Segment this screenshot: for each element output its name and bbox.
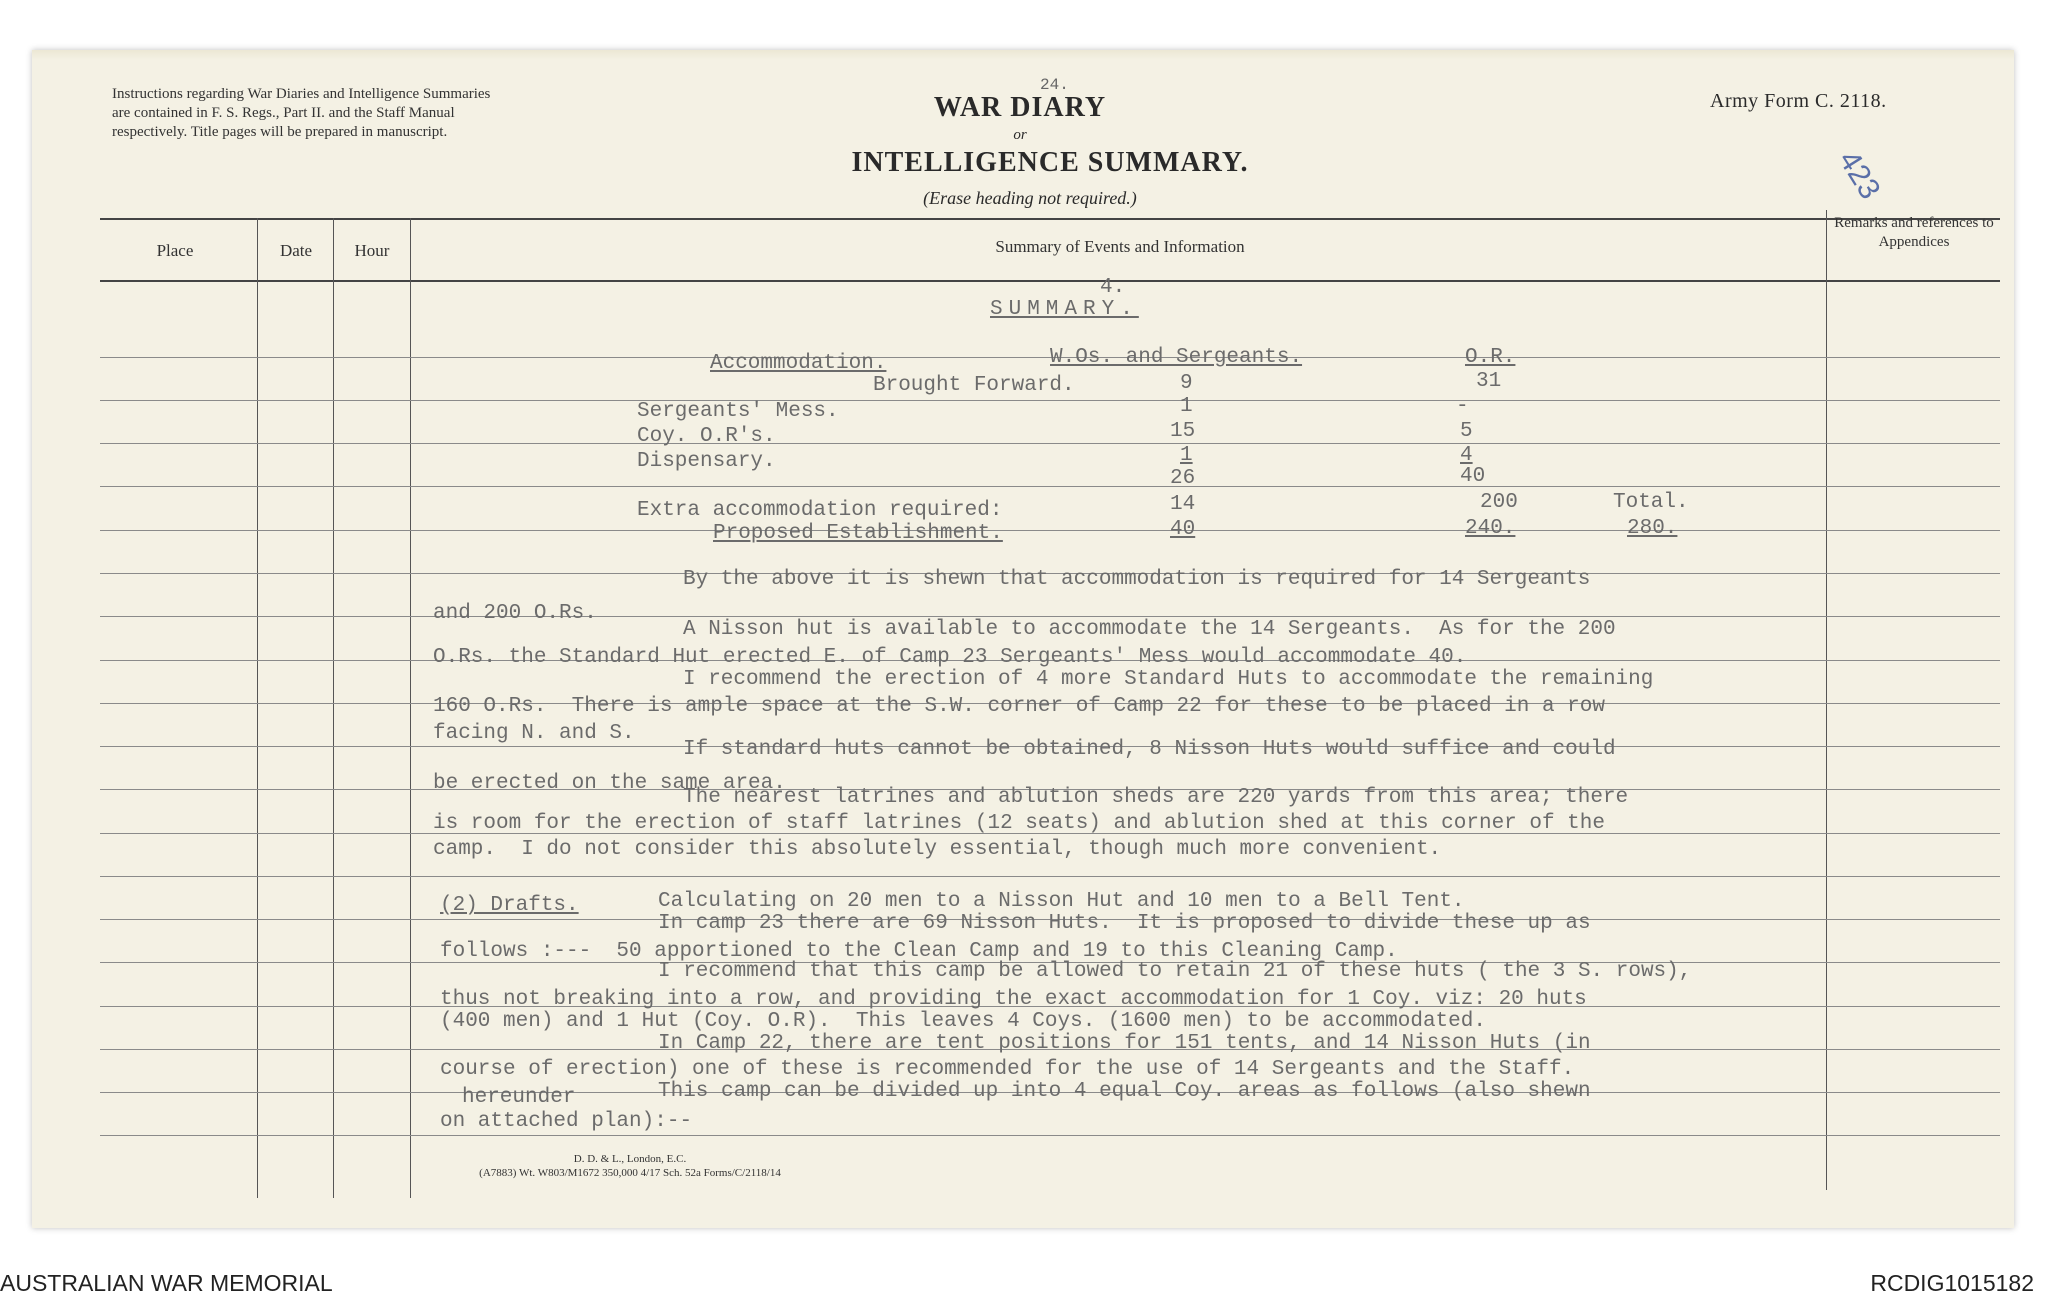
col-header-summary: Summary of Events and Information xyxy=(995,237,1245,256)
acc-total-label: Total. xyxy=(1613,491,1689,514)
table-top-rule xyxy=(100,218,2000,220)
section-title: SUMMARY. xyxy=(990,298,1139,321)
acc-row-label: Coy. O.R's. xyxy=(637,425,776,448)
summary-line: This camp can be divided up into 4 equal Coy. areas as follows (also shewn xyxy=(658,1080,1591,1103)
title-or: or xyxy=(1013,127,1027,143)
summary-line: 160 O.Rs. There is ample space at the S.W. corner of Camp 22 for these to be placed in a row xyxy=(433,695,1605,718)
ruled-line xyxy=(100,530,2000,531)
summary-line: A Nisson hut is available to accommodate the 14 Sergeants. As for the 200 xyxy=(683,618,1616,641)
col-divider-place xyxy=(257,218,258,1198)
drafts-heading: (2) Drafts. xyxy=(440,894,579,917)
summary-line: Calculating on 20 men to a Nisson Hut and 10 men to a Bell Tent. xyxy=(658,890,1465,913)
acc-subtotal-v1: 26 xyxy=(1170,467,1196,490)
summary-line: on attached plan):-- xyxy=(440,1110,693,1133)
summary-line: is room for the erection of staff latrines (12 seats) and ablution shed at this corner of the xyxy=(433,812,1605,835)
summary-line: In Camp 22, there are tent positions for 151 tents, and 14 Nisson Huts (in xyxy=(658,1032,1591,1055)
summary-line: course of erection) one of these is recommended for the use of 14 Sergeants and the Staff. xyxy=(440,1058,1575,1081)
title-war-diary: WAR DIARY xyxy=(933,92,1107,123)
summary-line: I recommend the erection of 4 more Standard Huts to accommodate the remaining xyxy=(683,668,1654,691)
col-divider-hour xyxy=(410,218,411,1198)
summary-line: By the above it is shewn that accommodation is required for 14 Sergeants xyxy=(683,568,1591,591)
acc-row-v2: 240. xyxy=(1465,517,1516,540)
imprint-line-1: D. D. & L., London, E.C. xyxy=(573,1153,687,1165)
acc-total-value: 280. xyxy=(1627,517,1678,540)
acc-row-v2: 31 xyxy=(1476,370,1502,393)
col-header-place: Place xyxy=(156,241,194,260)
footer-source: AUSTRALIAN WAR MEMORIAL xyxy=(0,1270,333,1296)
erase-note: (Erase heading not required.) xyxy=(923,188,1137,208)
col-header-hour: Hour xyxy=(354,241,390,260)
summary-line: The nearest latrines and ablution sheds are 220 yards from this area; there xyxy=(683,786,1629,809)
summary-line: and 200 O.Rs. xyxy=(433,602,597,625)
summary-line: If standard huts cannot be obtained, 8 Nisson Huts would suffice and could xyxy=(683,738,1616,761)
summary-line: (400 men) and 1 Hut (Coy. O.R). This leaves 4 Coys. (1600 men) to be accommodated. xyxy=(440,1010,1486,1033)
acc-row-v1: 1 xyxy=(1180,395,1193,418)
summary-line: facing N. and S. xyxy=(433,722,635,745)
acc-col-sergeants: W.Os. and Sergeants. xyxy=(1050,346,1303,369)
acc-subtotal-v2: 40 xyxy=(1460,465,1486,488)
acc-row-label: Sergeants' Mess. xyxy=(637,400,839,423)
acc-row-v2: 5 xyxy=(1460,420,1473,443)
acc-row-v2: 4 xyxy=(1460,444,1473,467)
summary-line: be erected on the same area. xyxy=(433,772,786,795)
ruled-line xyxy=(100,400,2000,401)
summary-line: O.Rs. the Standard Hut erected E. of Camp 23 Sergeants' Mess would accommodate 40. xyxy=(433,646,1467,669)
acc-col-or: O.R. xyxy=(1465,346,1516,369)
page-number: 24. xyxy=(1040,76,1069,94)
ruled-line xyxy=(100,1135,2000,1136)
acc-header: Accommodation. xyxy=(710,352,887,375)
ruled-line xyxy=(100,443,2000,444)
imprint-line-2: (A7883) Wt. W803/M1672 350,000 4/17 Sch. 52a Forms/C/2118/14 xyxy=(479,1167,781,1179)
instructions-text: Instructions regarding War Diaries and Intelligence Summaries are contained in F. S. Regs., Part II. and the Staff Manual respectively. Title pages will be prepared in manuscript. xyxy=(112,86,491,140)
acc-row-v2: 200 xyxy=(1480,491,1518,514)
acc-row-label: Brought Forward. xyxy=(873,374,1075,397)
summary-line: I recommend that this camp be allowed to retain 21 of these huts ( the 3 S. rows), xyxy=(658,960,1692,983)
ruled-line xyxy=(100,876,2000,877)
acc-row-label: Dispensary. xyxy=(637,450,776,473)
summary-line: follows :--- 50 apportioned to the Clean Camp and 19 to this Cleaning Camp. xyxy=(440,940,1398,963)
ruled-line xyxy=(100,616,2000,617)
col-divider-date xyxy=(333,218,334,1198)
acc-row-v1: 15 xyxy=(1170,420,1196,443)
acc-row-v1: 9 xyxy=(1180,372,1193,395)
acc-row-label: Extra accommodation required: xyxy=(637,499,1003,522)
ruled-line xyxy=(100,486,2000,487)
header-bottom-rule xyxy=(100,280,2000,282)
footer-record-id: RCDIG1015182 xyxy=(1870,1270,2034,1296)
army-form-number: Army Form C. 2118. xyxy=(1710,90,1887,112)
summary-line: In camp 23 there are 69 Nisson Huts. It is proposed to divide these up as xyxy=(658,912,1591,935)
col-header-date: Date xyxy=(279,241,313,260)
summary-line: thus not breaking into a row, and providing the exact accommodation for 1 Coy. viz: 20 huts xyxy=(440,988,1587,1011)
summary-line: camp. I do not consider this absolutely essential, though much more convenient. xyxy=(433,838,1442,861)
acc-row-v2: - xyxy=(1456,395,1469,418)
acc-row-v1: 1 xyxy=(1180,444,1193,467)
title-intelligence-summary: INTELLIGENCE SUMMARY. xyxy=(851,147,1249,178)
summary-line: hereunder xyxy=(462,1086,576,1109)
acc-row-v1: 14 xyxy=(1170,493,1196,516)
col-header-remarks: Remarks and references to Appendices xyxy=(1834,215,1994,250)
acc-row-v1: 40 xyxy=(1170,518,1196,541)
section-number: 4. xyxy=(1100,276,1126,299)
folio-number: 423 xyxy=(1832,145,1887,205)
printer-imprint xyxy=(430,1152,830,1180)
acc-row-label: Proposed Establishment. xyxy=(713,522,1003,545)
